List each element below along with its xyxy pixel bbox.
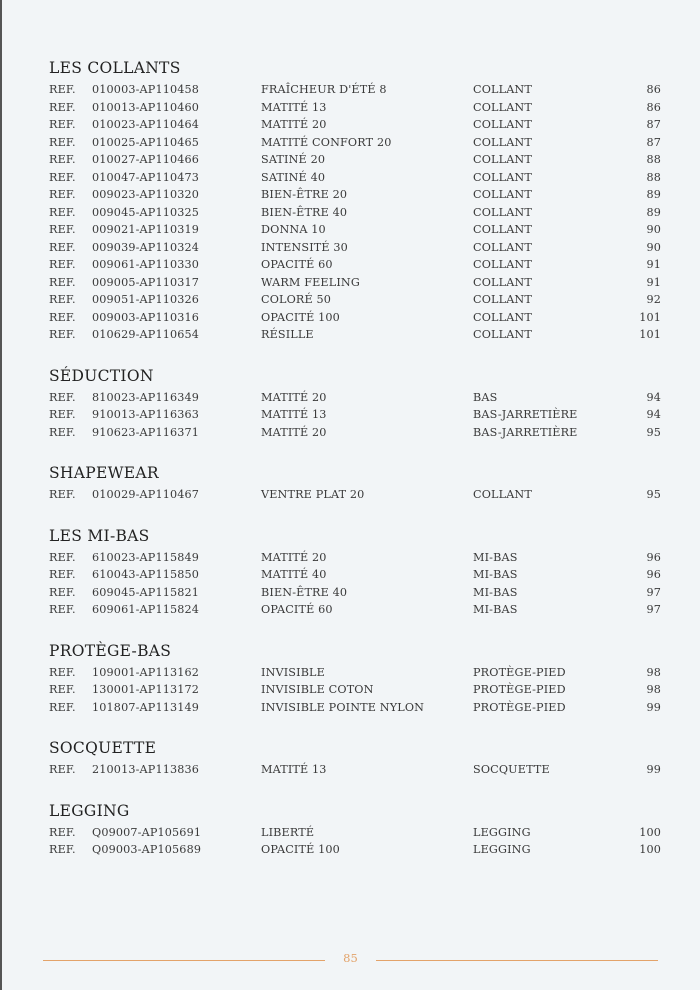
product-reference: 910013-AP116363 (92, 408, 200, 421)
product-page: 95 (646, 488, 661, 501)
ref-label: REF. (49, 135, 76, 149)
product-name: MATITÉ CONFORT 20 (261, 135, 392, 149)
product-reference: 009045-AP110325 (92, 205, 200, 219)
product-type: COLLANT (473, 258, 532, 271)
ref-label: REF. (49, 390, 76, 404)
product-page: 87 (646, 135, 661, 149)
product-page: 94 (646, 390, 661, 404)
product-name: DONNA 10 (261, 223, 326, 236)
product-name: COLORÉ 50 (261, 293, 332, 306)
product-reference: 109001-AP113162 (92, 665, 200, 679)
section-title: LES COLLANTS (49, 59, 181, 77)
product-name: BIEN-ÊTRE 40 (261, 205, 348, 219)
product-reference: 009061-AP110330 (92, 258, 200, 271)
product-page: 100 (639, 825, 661, 839)
product-name: MATITÉ 13 (261, 100, 327, 114)
product-name: INTENSITÉ 30 (261, 240, 348, 254)
product-row (49, 681, 664, 699)
product-type: BAS-JARRETIÈRE (473, 425, 578, 439)
product-reference: 010013-AP110460 (92, 100, 200, 114)
product-reference: 609061-AP115824 (92, 603, 200, 616)
ref-label: REF. (49, 425, 76, 439)
ref-label: REF. (49, 170, 76, 184)
product-page: 86 (646, 83, 661, 96)
product-type: COLLANT (473, 205, 532, 219)
section-les-mi-bas (49, 526, 664, 619)
product-page: 101 (639, 328, 661, 341)
product-reference: Q09007-AP105691 (92, 825, 202, 839)
product-page: 88 (646, 170, 661, 184)
ref-label: REF. (49, 223, 76, 236)
product-page: 96 (646, 550, 661, 564)
product-type: COLLANT (473, 118, 532, 131)
product-name: FRAÎCHEUR D'ÉTÉ 8 (261, 83, 387, 96)
product-row (49, 841, 664, 859)
product-reference: 010629-AP110654 (92, 328, 200, 341)
product-name: LIBERTÉ (261, 825, 315, 839)
ref-label: REF. (49, 665, 76, 679)
product-type: BAS-JARRETIÈRE (473, 408, 578, 421)
product-name: OPACITÉ 100 (261, 310, 340, 324)
product-reference: 009021-AP110319 (92, 223, 200, 236)
product-type: MI-BAS (473, 568, 518, 581)
product-name: RÉSILLE (261, 328, 314, 341)
ref-label: REF. (49, 205, 76, 219)
product-index (49, 58, 664, 881)
product-reference: 010023-AP110464 (92, 118, 200, 131)
product-row (49, 186, 664, 204)
product-page: 98 (646, 665, 661, 679)
product-reference: Q09003-AP105689 (92, 843, 202, 856)
product-name: SATINÉ 40 (261, 170, 326, 184)
ref-label: REF. (49, 310, 76, 324)
product-reference: 610023-AP115849 (92, 550, 200, 564)
product-type: COLLANT (473, 293, 532, 306)
product-reference: 010025-AP110465 (92, 135, 200, 149)
ref-label: REF. (49, 240, 76, 254)
product-row (49, 239, 664, 257)
product-row (49, 699, 664, 717)
ref-label: REF. (49, 843, 76, 856)
product-name: BIEN-ÊTRE 40 (261, 585, 348, 599)
section-title: LES MI-BAS (49, 526, 150, 545)
product-page: 99 (646, 700, 661, 714)
product-row (49, 389, 664, 407)
product-row (49, 566, 664, 584)
product-type: COLLANT (473, 188, 532, 201)
ref-label: REF. (49, 118, 76, 131)
ref-label: REF. (49, 100, 76, 114)
product-name: OPACITÉ 100 (261, 843, 340, 856)
product-type: COLLANT (473, 135, 532, 149)
product-row (49, 134, 664, 152)
product-type: COLLANT (473, 240, 532, 254)
product-reference: 009039-AP110324 (92, 240, 200, 254)
product-type: COLLANT (473, 83, 532, 96)
product-row (49, 99, 664, 117)
section-title: LEGGING (49, 801, 130, 820)
section-title: SOCQUETTE (49, 739, 157, 757)
product-reference: 101807-AP113149 (92, 700, 200, 714)
product-reference: 609045-AP115821 (92, 585, 200, 599)
product-page: 94 (646, 408, 661, 421)
footer-rule-left (43, 960, 325, 961)
product-type: COLLANT (473, 170, 532, 184)
product-name: MATITÉ 20 (261, 425, 327, 439)
product-page: 89 (646, 205, 661, 219)
ref-label: REF. (49, 603, 76, 616)
product-name: MATITÉ 40 (261, 568, 327, 581)
product-row (49, 761, 664, 779)
product-name: MATITÉ 20 (261, 390, 327, 404)
section-title: SHAPEWEAR (49, 464, 159, 482)
product-type: BAS (473, 390, 498, 404)
product-reference: 910623-AP116371 (92, 425, 200, 439)
product-page: 91 (646, 258, 661, 271)
product-row (49, 291, 664, 309)
product-page: 100 (639, 843, 661, 856)
product-name: MATITÉ 20 (261, 550, 327, 564)
product-row (49, 486, 664, 504)
product-row (49, 584, 664, 602)
product-page: 95 (646, 425, 661, 439)
product-type: COLLANT (473, 328, 532, 341)
product-type: COLLANT (473, 310, 532, 324)
product-row (49, 169, 664, 187)
product-page: 90 (646, 240, 661, 254)
product-page: 97 (646, 585, 661, 599)
product-reference: 810023-AP116349 (92, 390, 200, 404)
product-name: INVISIBLE COTON (261, 683, 374, 696)
product-row (49, 824, 664, 842)
ref-label: REF. (49, 188, 76, 201)
product-reference: 210013-AP113836 (92, 763, 200, 776)
section-title: SÉDUCTION (49, 366, 154, 385)
product-row (49, 256, 664, 274)
ref-label: REF. (49, 825, 76, 839)
product-type: COLLANT (473, 275, 532, 289)
ref-label: REF. (49, 488, 76, 501)
product-page: 86 (646, 100, 661, 114)
section-socquette (49, 738, 664, 779)
product-type: MI-BAS (473, 585, 518, 599)
product-type: MI-BAS (473, 603, 518, 616)
product-reference: 009005-AP110317 (92, 275, 200, 289)
product-name: SATINÉ 20 (261, 153, 326, 166)
ref-label: REF. (49, 700, 76, 714)
product-reference: 010003-AP110458 (92, 83, 200, 96)
product-type: LEGGING (473, 843, 531, 856)
product-row (49, 664, 664, 682)
page-edge (0, 0, 2, 990)
product-row (49, 81, 664, 99)
page-footer (43, 949, 658, 971)
ref-label: REF. (49, 585, 76, 599)
product-name: MATITÉ 20 (261, 118, 327, 131)
product-type: COLLANT (473, 100, 532, 114)
product-page: 87 (646, 118, 661, 131)
product-reference: 009003-AP110316 (92, 310, 200, 324)
product-name: OPACITÉ 60 (261, 603, 333, 616)
product-type: PROTÈGE-PIED (473, 700, 566, 714)
product-row (49, 274, 664, 292)
product-type: SOCQUETTE (473, 763, 550, 776)
product-name: INVISIBLE POINTE NYLON (261, 700, 425, 714)
product-type: COLLANT (473, 223, 532, 236)
product-row (49, 204, 664, 222)
product-row (49, 326, 664, 344)
product-row (49, 151, 664, 169)
product-reference: 009051-AP110326 (92, 293, 200, 306)
product-row (49, 221, 664, 239)
section-shapewear (49, 463, 664, 504)
product-row (49, 309, 664, 327)
ref-label: REF. (49, 328, 76, 341)
ref-label: REF. (49, 275, 76, 289)
product-row (49, 116, 664, 134)
product-reference: 010029-AP110467 (92, 488, 200, 501)
product-page: 101 (639, 310, 661, 324)
product-row (49, 601, 664, 619)
ref-label: REF. (49, 293, 76, 306)
product-page: 91 (646, 275, 661, 289)
product-type: PROTÈGE-PIED (473, 665, 566, 679)
ref-label: REF. (49, 683, 76, 696)
product-reference: 009023-AP110320 (92, 188, 200, 201)
ref-label: REF. (49, 568, 76, 581)
product-page: 98 (646, 683, 661, 696)
section-protege-bas (49, 641, 664, 717)
section-legging (49, 801, 664, 859)
ref-label: REF. (49, 258, 76, 271)
product-row (49, 549, 664, 567)
product-name: INVISIBLE (261, 665, 325, 679)
product-reference: 010047-AP110473 (92, 170, 200, 184)
product-reference: 610043-AP115850 (92, 568, 200, 581)
product-page: 88 (646, 153, 661, 166)
footer-rule-right (376, 960, 658, 961)
section-title: PROTÈGE-BAS (49, 641, 172, 660)
product-name: WARM FEELING (261, 275, 360, 289)
product-name: OPACITÉ 60 (261, 258, 333, 271)
product-reference: 130001-AP113172 (92, 683, 200, 696)
product-page: 96 (646, 568, 661, 581)
product-row (49, 406, 664, 424)
product-reference: 010027-AP110466 (92, 153, 200, 166)
product-type: LEGGING (473, 825, 531, 839)
product-page: 99 (646, 763, 661, 776)
ref-label: REF. (49, 763, 76, 776)
product-name: MATITÉ 13 (261, 763, 327, 776)
ref-label: REF. (49, 408, 76, 421)
product-type: PROTÈGE-PIED (473, 683, 566, 696)
product-page: 92 (646, 293, 661, 306)
product-type: MI-BAS (473, 550, 518, 564)
ref-label: REF. (49, 83, 76, 96)
ref-label: REF. (49, 153, 76, 166)
page-number: 85 (343, 951, 358, 965)
product-name: BIEN-ÊTRE 20 (261, 188, 348, 201)
section-les-collants (49, 58, 664, 344)
product-page: 90 (646, 223, 661, 236)
product-page: 89 (646, 188, 661, 201)
product-name: MATITÉ 13 (261, 408, 327, 421)
product-row (49, 424, 664, 442)
product-name: VENTRE PLAT 20 (261, 488, 365, 501)
product-type: COLLANT (473, 153, 532, 166)
product-page: 97 (646, 603, 661, 616)
ref-label: REF. (49, 550, 76, 564)
product-type: COLLANT (473, 488, 532, 501)
section-seduction (49, 366, 664, 442)
